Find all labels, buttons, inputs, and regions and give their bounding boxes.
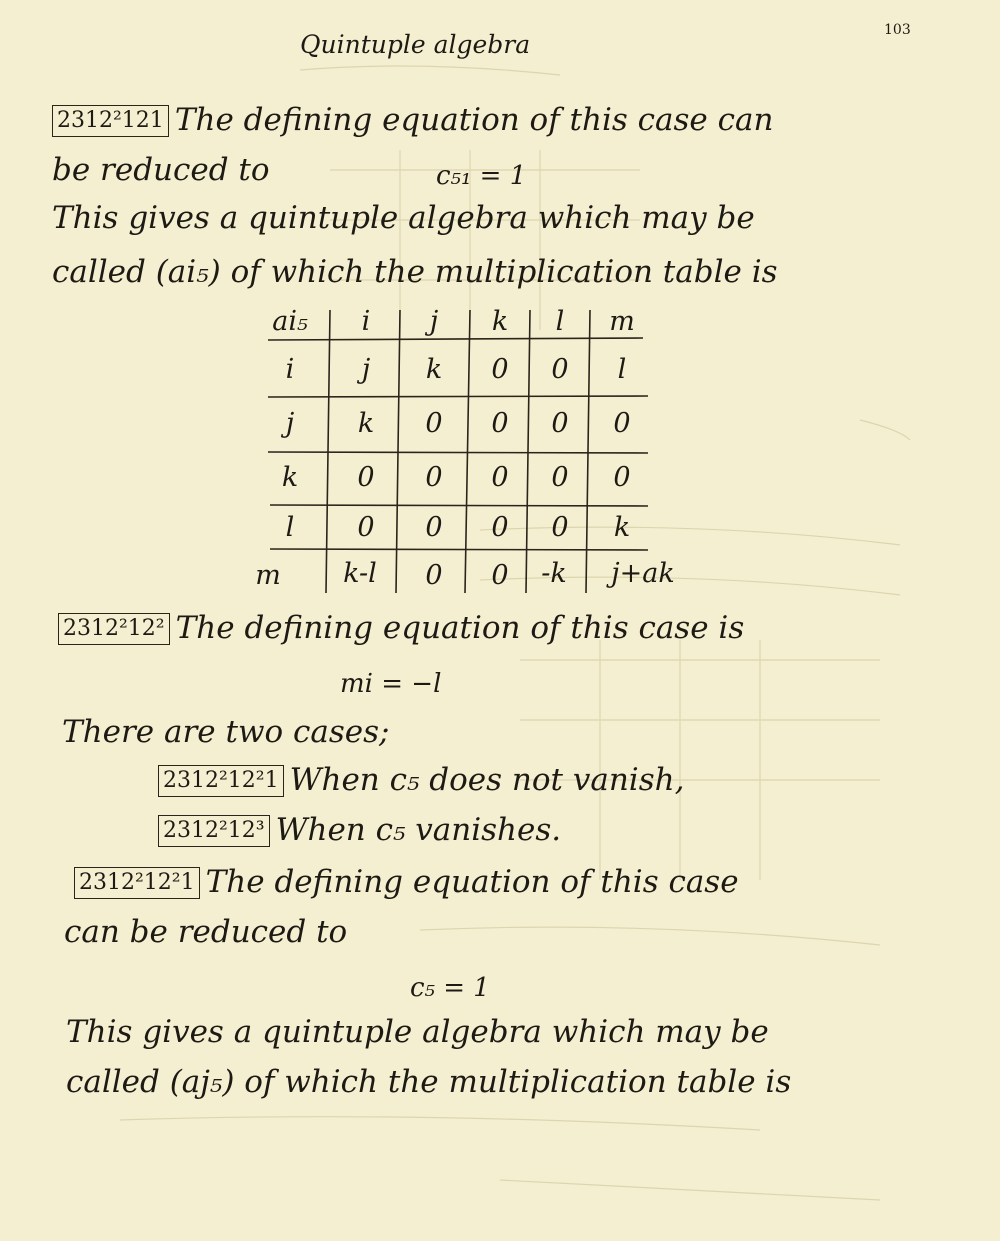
table-cell: 0 — [357, 462, 375, 493]
row-header: j — [285, 408, 295, 439]
table-cell: 0 — [357, 512, 375, 543]
section-text: The defining equation of this case can — [174, 102, 774, 138]
table-cell: j — [361, 354, 371, 385]
table-cell: 0 — [491, 354, 509, 385]
table-cell: 0 — [551, 408, 569, 439]
row-header: i — [285, 354, 295, 385]
table-cell: 0 — [425, 408, 443, 439]
section-heading-2 — [58, 608, 744, 648]
case-label: 2312²121 — [52, 105, 169, 137]
column-header: j — [429, 306, 439, 337]
table-cell: k — [425, 354, 443, 385]
table-cell: k-l — [343, 558, 377, 589]
text-line: can be reduced to — [64, 914, 348, 950]
row-header: l — [285, 512, 295, 543]
equation: mi = −l — [340, 669, 442, 699]
case-label: 2312²12² — [58, 613, 170, 645]
table-cell: 0 — [491, 560, 509, 591]
table-cell: j+ak — [611, 558, 675, 589]
text-line: This gives a quintuple algebra which may be — [66, 1014, 769, 1050]
section-text: The defining equation of this case — [205, 864, 739, 900]
column-header: k — [491, 306, 509, 337]
case-text: When c₅ does not vanish, — [289, 762, 685, 798]
case-label: 2312²12²1 — [74, 867, 200, 899]
column-header: l — [555, 306, 565, 337]
column-header: i — [361, 306, 371, 337]
table-grid-lines — [258, 305, 698, 595]
text-line: be reduced to — [52, 152, 270, 188]
section-text: The defining equation of this case is — [175, 610, 745, 646]
table-cell: 0 — [613, 408, 631, 439]
text-line: There are two cases; — [62, 714, 390, 750]
table-cell: 0 — [425, 462, 443, 493]
text-line: called (ai₅) of which the multiplication table is — [52, 254, 778, 290]
section-heading-3 — [74, 862, 739, 902]
table-cell: 0 — [491, 408, 509, 439]
row-header: m — [255, 560, 281, 591]
table-cell: k — [613, 512, 631, 543]
case-item-2 — [158, 810, 561, 850]
multiplication-table — [255, 305, 698, 595]
table-cell: 0 — [425, 560, 443, 591]
section-heading-1 — [52, 100, 773, 140]
table-cell: -k — [541, 558, 567, 589]
case-item-1 — [158, 760, 684, 800]
table-cell: 0 — [551, 462, 569, 493]
case-label: 2312²12³ — [158, 815, 270, 847]
case-label: 2312²12²1 — [158, 765, 284, 797]
equation: c₅ = 1 — [410, 973, 490, 1003]
table-cell: 0 — [491, 512, 509, 543]
table-cell: l — [617, 354, 627, 385]
row-header: k — [281, 462, 299, 493]
table-corner: ai₅ — [272, 306, 308, 337]
table-cell: 0 — [551, 354, 569, 385]
table-cell: k — [357, 408, 375, 439]
equation: c₅₁ = 1 — [436, 161, 527, 191]
table-cell: 0 — [613, 462, 631, 493]
case-text: When c₅ vanishes. — [275, 812, 562, 848]
text-line: called (aj₅) of which the multiplication table is — [66, 1064, 792, 1100]
column-header: m — [609, 306, 635, 337]
text-line: This gives a quintuple algebra which may be — [52, 200, 755, 236]
page-number: 103 — [884, 22, 911, 38]
page-title: Quintuple algebra — [300, 30, 531, 59]
table-cell: 0 — [491, 462, 509, 493]
table-cell: 0 — [551, 512, 569, 543]
table-cell: 0 — [425, 512, 443, 543]
